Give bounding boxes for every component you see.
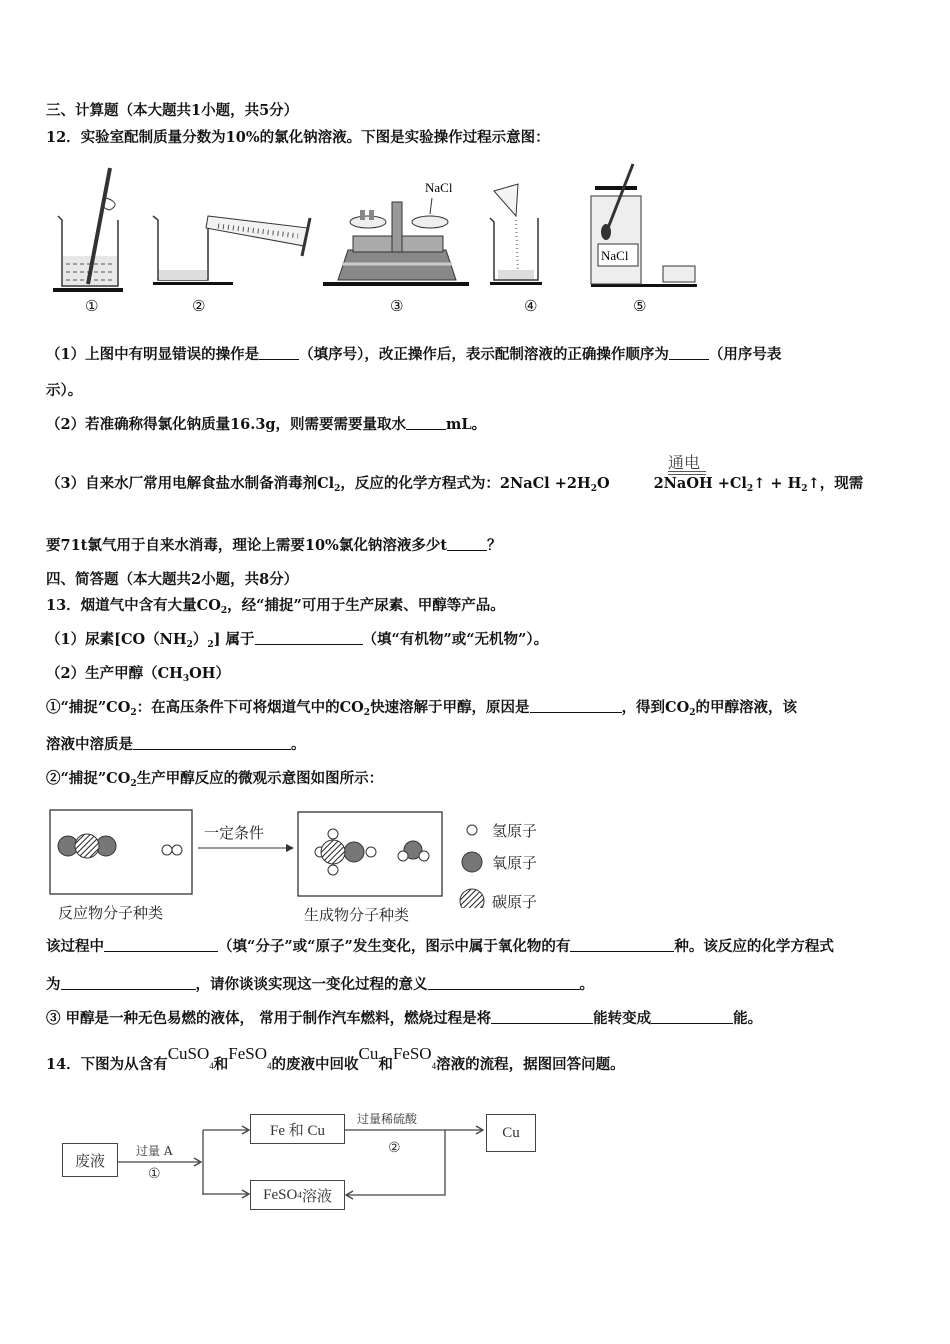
text: 生产甲醇反应的微观示意图如图所示： <box>136 770 384 787</box>
balance-weighing-figure <box>323 180 469 286</box>
legend-oxygen: 氧原子 <box>492 854 538 872</box>
text: ：在高压条件下可将烟道气中的CO <box>136 699 364 716</box>
text: ③ 甲醇是一种无色易燃的液体， 常用于制作汽车燃料，燃烧过程是将 <box>46 1010 492 1027</box>
text: ，经“捕捉”可用于生产尿素、甲醇等产品。 <box>227 597 505 614</box>
reactants-label: 反应物分子种类 <box>58 904 164 922</box>
molecular-reaction-diagram <box>48 808 568 908</box>
legend-carbon-icon <box>460 889 484 908</box>
flow-step2-number: ② <box>388 1140 401 1156</box>
answer-blank[interactable] <box>61 975 196 990</box>
text: （1）上图中有明显错误的操作是 <box>46 346 260 363</box>
text: 为 <box>46 976 61 993</box>
text: （3）自来水厂常用电解食盐水制备消毒剂Cl <box>46 475 335 492</box>
text: （用序号表 <box>708 346 782 363</box>
text: 。 <box>291 736 306 753</box>
q14-stem <box>46 1044 625 1076</box>
text: ，反应的化学方程式为：2NaCl +2H <box>340 475 591 492</box>
chem-cu: Cu <box>358 1044 379 1063</box>
subscript: 2 <box>130 779 137 789</box>
subscript: 2 <box>130 708 137 718</box>
legend-oxygen-icon <box>462 852 482 872</box>
answer-blank[interactable] <box>530 698 622 713</box>
text: 能。 <box>733 1010 763 1027</box>
text: 能转变成 <box>593 1010 652 1027</box>
flow-cu-box: Cu <box>486 1114 536 1152</box>
figure-label-1: ① <box>85 297 99 315</box>
text: （2）若准确称得氯化钠质量16.3g，则需要需要量取水 <box>46 416 407 433</box>
products-label: 生成物分子种类 <box>304 906 410 924</box>
subscript: 2 <box>186 640 193 650</box>
q13-sub3 <box>46 1009 762 1029</box>
figure-label-4: ④ <box>524 297 538 315</box>
text: （1）尿素[CO（NH <box>46 631 187 648</box>
text: 和 <box>378 1056 393 1073</box>
q12-part1 <box>46 345 781 365</box>
q12-experiment-figures <box>48 156 708 296</box>
flow-step1-number: ① <box>148 1166 161 1182</box>
legend-hydrogen: 氢原子 <box>492 822 538 840</box>
subscript: 2 <box>801 484 808 494</box>
answer-blank[interactable] <box>104 937 218 952</box>
q13-sub2-q-cont <box>46 975 594 995</box>
text: （填“分子”或“原子”发生变化，图示中属于氧化物的有 <box>218 938 571 955</box>
text: ①“捕捉”CO <box>46 699 131 716</box>
flow-step1-reagent: 过量 A <box>136 1144 173 1158</box>
flow-fe-cu-box: Fe 和 Cu <box>250 1114 345 1144</box>
text: ） <box>192 631 208 648</box>
subscript: 2 <box>590 484 597 494</box>
q13-sub2-q <box>46 937 834 957</box>
text: 的废液中回收 <box>271 1056 359 1073</box>
text: 2NaOH +Cl <box>653 475 747 492</box>
legend-hydrogen-icon <box>467 825 477 835</box>
q12-part1-cont: 示）。 <box>46 382 83 399</box>
subscript: 2 <box>334 484 341 494</box>
section-3-title: 三、计算题（本大题共1小题，共5分） <box>46 102 299 119</box>
text: 种。该反应的化学方程式 <box>674 938 834 955</box>
pouring-water-figure <box>153 216 310 285</box>
text: （填序号），改正操作后，表示配制溶液的正确操作顺序为 <box>299 346 669 363</box>
legend-carbon: 碳原子 <box>492 893 538 911</box>
q12-part2 <box>46 415 486 435</box>
arrow-condition-label: 一定条件 <box>204 824 265 842</box>
section-4-title: 四、简答题（本大题共2小题，共8分） <box>46 571 299 588</box>
jar-nacl-label: NaCl <box>601 248 629 263</box>
figure-label-5: ⑤ <box>633 297 647 315</box>
q13-sub1 <box>46 698 797 718</box>
chem-cuso4: CuSO$_4$ <box>167 1044 214 1071</box>
text: 该过程中 <box>46 938 104 955</box>
subscript: 2 <box>746 484 754 494</box>
answer-blank[interactable] <box>428 975 580 990</box>
q13-stem <box>46 596 505 616</box>
text: ，请你谈谈实现这一变化过程的意义 <box>195 976 428 993</box>
q13-part2 <box>46 664 230 684</box>
text: 和 <box>213 1056 229 1073</box>
text: ] 属于 <box>213 631 255 648</box>
text: 13．烟道气中含有大量CO <box>46 597 221 614</box>
nacl-jar-figure <box>591 164 697 287</box>
text: 的甲醇溶液，该 <box>695 699 797 716</box>
flow-feso4-box: FeSO 4 溶液 <box>250 1180 345 1210</box>
text: ？ <box>487 537 502 554</box>
answer-blank[interactable] <box>570 937 674 952</box>
beaker-stirring-figure <box>53 168 123 292</box>
text: O <box>596 475 610 492</box>
flow-step2-reagent: 过量稀硫酸 <box>357 1112 418 1126</box>
subscript: 3 <box>182 674 190 684</box>
text: （2）生产甲醇（CH <box>46 665 183 682</box>
text: ②“捕捉”CO <box>46 770 131 787</box>
text: OH） <box>189 665 230 682</box>
subscript: 2 <box>363 708 371 718</box>
answer-blank[interactable] <box>669 345 709 360</box>
text: 。 <box>579 976 594 993</box>
q13-sub2 <box>46 769 383 789</box>
text: ↑ + H <box>753 475 802 492</box>
answer-blank[interactable] <box>491 1009 593 1024</box>
subscript: 2 <box>220 606 228 616</box>
text: 快速溶解于甲醇，原因是 <box>370 699 530 716</box>
figure-label-2: ② <box>192 297 206 315</box>
chem-feso4: FeSO$_4$ <box>392 1044 437 1071</box>
reaction-condition: 通电 <box>668 453 701 472</box>
chem-feso4: FeSO$_4$ <box>228 1044 272 1071</box>
answer-blank[interactable] <box>255 630 363 645</box>
text: 溶液中溶质是 <box>46 736 133 753</box>
answer-blank[interactable] <box>406 415 446 430</box>
figure-label-3: ③ <box>390 297 404 315</box>
answer-blank[interactable] <box>259 345 299 360</box>
text: mL。 <box>446 416 487 433</box>
subscript: 2 <box>207 640 214 650</box>
balance-nacl-label: NaCl <box>425 180 453 195</box>
text: ↑，现需 <box>807 475 864 492</box>
q12-part3 <box>46 474 863 494</box>
answer-blank[interactable] <box>651 1009 733 1024</box>
answer-blank[interactable] <box>133 735 291 750</box>
text: 溶液的流程，据图回答问题。 <box>436 1056 625 1073</box>
q13-part1 <box>46 630 548 650</box>
flow-waste-box: 废液 <box>62 1143 118 1177</box>
text: （填“有机物”或“无机物”）。 <box>362 631 549 648</box>
subscript: 2 <box>689 708 696 718</box>
q12-part3-cont <box>46 536 502 556</box>
adding-salt-figure <box>490 184 542 285</box>
text: 14．下图为从含有 <box>46 1056 168 1073</box>
answer-blank[interactable] <box>447 536 487 551</box>
text: 要71t氯气用于自来水消毒，理论上需要10%氯化钠溶液多少t <box>46 537 448 554</box>
text: ，得到CO <box>621 699 690 716</box>
q12-stem: 12．实验室配制质量分数为10%的氯化钠溶液。下图是实验操作过程示意图： <box>46 129 550 146</box>
q13-sub1-cont <box>46 735 306 755</box>
